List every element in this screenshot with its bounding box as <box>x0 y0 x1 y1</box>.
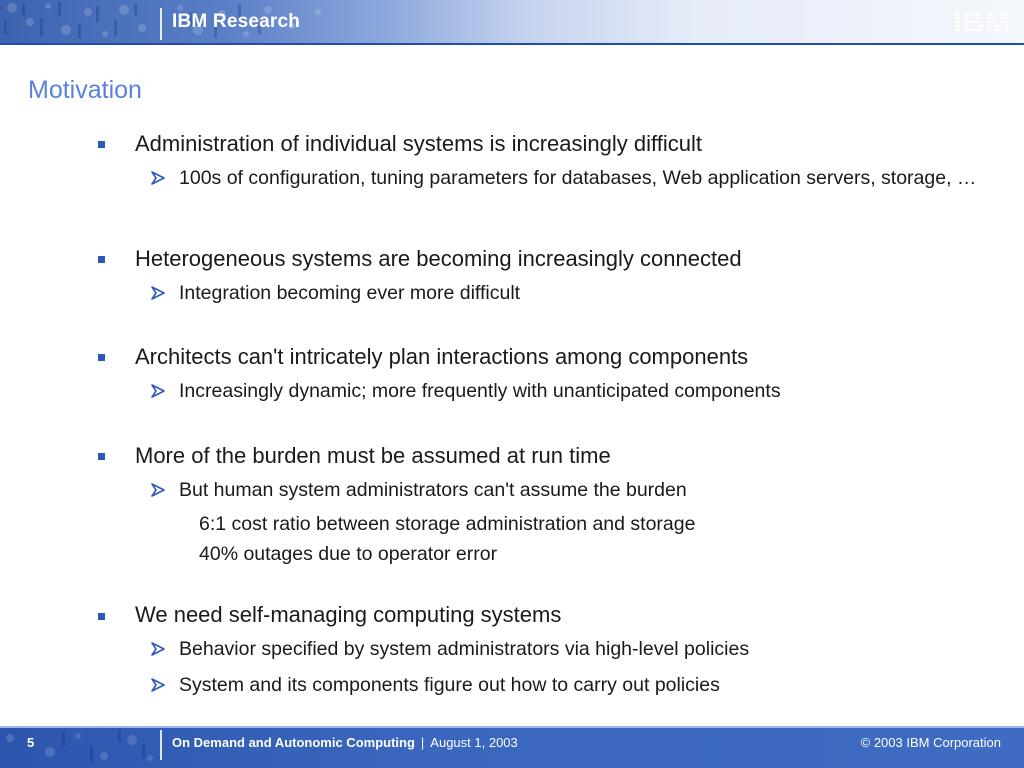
bullet-text: Architects can't intricately plan interactions among components <box>135 344 749 369</box>
square-bullet-icon <box>98 354 105 361</box>
page-number: 5 <box>27 735 35 750</box>
footer-info <box>172 735 518 750</box>
bullet-text: Heterogeneous systems are becoming increasingly connected <box>135 246 742 271</box>
copyright: © 2003 IBM Corporation <box>860 735 1001 750</box>
square-bullet-icon <box>98 141 105 148</box>
arrow-bullet-icon <box>150 677 166 693</box>
svg-text:IBM: IBM <box>953 6 1011 36</box>
slide-title: Motivation <box>28 76 142 104</box>
sub-bullet-text: But human system administrators can't assume the burden <box>179 479 687 501</box>
header-title: IBM Research <box>172 11 301 32</box>
arrow-bullet-icon <box>150 285 166 301</box>
arrow-bullet-icon <box>150 482 166 498</box>
footer-divider <box>160 730 162 760</box>
footer-separator: | <box>420 735 425 750</box>
detail-text: 6:1 cost ratio between storage administration and storage <box>199 513 696 535</box>
square-bullet-icon <box>98 256 105 263</box>
detail-text: 40% outages due to operator error <box>199 543 498 565</box>
conference-name: On Demand and Autonomic Computing <box>172 735 415 750</box>
arrow-bullet-icon <box>150 170 166 186</box>
sub-bullet-text: System and its components figure out how to carry out policies <box>179 674 720 696</box>
bullet-text: We need self-managing computing systems <box>135 602 562 627</box>
arrow-bullet-icon <box>150 383 166 399</box>
bullet-text: More of the burden must be assumed at run time <box>135 443 611 468</box>
bullet-text: Administration of individual systems is increasingly difficult <box>135 131 702 156</box>
sub-bullet-text: 100s of configuration, tuning parameters for databases, Web application servers, storage, … <box>179 167 977 189</box>
presentation-date: August 1, 2003 <box>430 735 518 750</box>
sub-bullet-text: Increasingly dynamic; more frequently with unanticipated components <box>179 380 781 402</box>
square-bullet-icon <box>98 613 105 620</box>
square-bullet-icon <box>98 453 105 460</box>
sub-bullet-text: Behavior specified by system administrators via high-level policies <box>179 638 750 660</box>
arrow-bullet-icon <box>150 641 166 657</box>
sub-bullet-text: Integration becoming ever more difficult <box>179 282 521 304</box>
footer-band <box>0 726 1024 768</box>
footer-pattern-decoration <box>0 726 170 768</box>
